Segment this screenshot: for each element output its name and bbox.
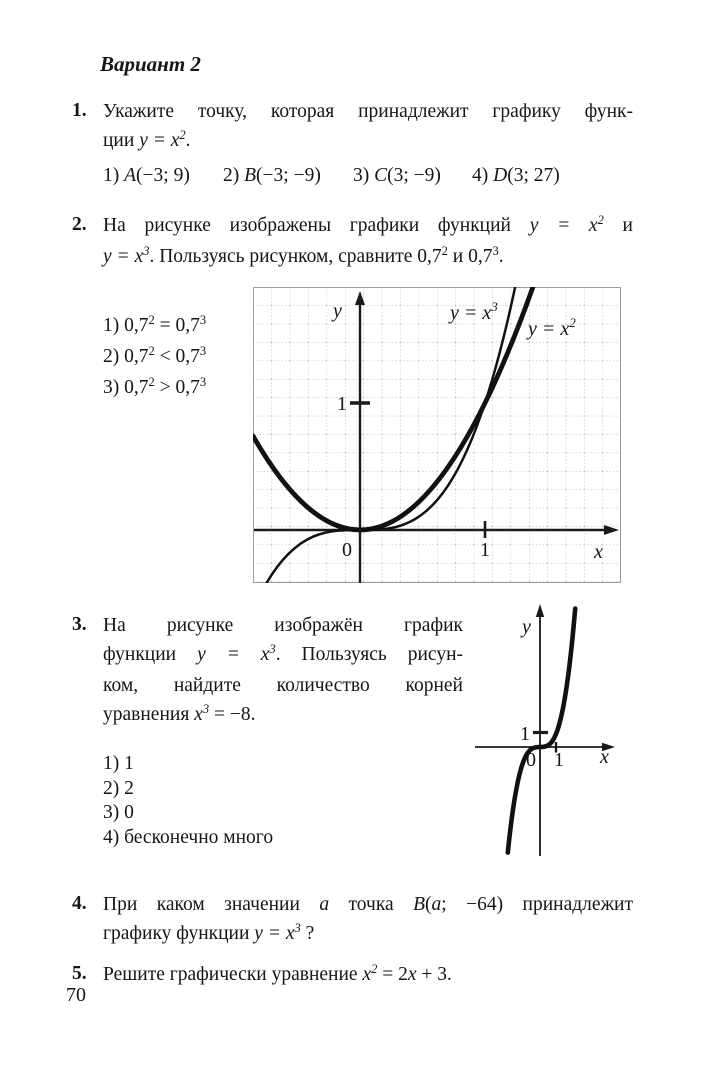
equation-var: x bbox=[194, 704, 203, 725]
option-label: 3) bbox=[353, 165, 375, 186]
problem-4-line-1-part: принадлежит bbox=[503, 894, 633, 915]
option-text: 1) 1 bbox=[103, 753, 134, 774]
comparison: = 0,7 bbox=[154, 315, 200, 336]
problem-3-line-2-prefix: функции bbox=[103, 644, 198, 665]
option-text: 4) бесконечно много bbox=[103, 826, 274, 848]
problem-3-option-2 bbox=[103, 777, 403, 802]
exponent-3: 3 bbox=[492, 244, 499, 258]
exponent: 3 bbox=[199, 375, 207, 389]
problem-3-line-1-text: На рисунке изображён график bbox=[103, 615, 463, 636]
equation-var: x bbox=[362, 964, 372, 985]
formula-x2: y = x bbox=[529, 215, 598, 236]
question-mark: ? bbox=[300, 923, 315, 944]
exponent-2: 2 bbox=[441, 244, 448, 258]
point-coords: (−3; −9) bbox=[256, 165, 321, 186]
problem-1-line-1 bbox=[103, 97, 633, 126]
problem-1-exponent: 2 bbox=[179, 128, 186, 142]
problem-4-line-2 bbox=[103, 919, 633, 950]
problem-1-option-2 bbox=[223, 161, 321, 190]
curve-label-x2-exponent: 2 bbox=[569, 315, 576, 330]
problem-2-line-2-period: . bbox=[498, 246, 504, 267]
cubic-curve bbox=[508, 609, 575, 853]
curve-label-x2-base: y = x bbox=[528, 318, 570, 340]
var-a: a bbox=[431, 894, 442, 915]
value: 0,7 bbox=[124, 346, 149, 367]
page-number: 70 bbox=[66, 984, 86, 1006]
equation-end: + 3. bbox=[416, 964, 452, 985]
curve-label-x3-base: y = x bbox=[450, 302, 492, 324]
problem-1-number: 1. bbox=[72, 100, 87, 121]
problem-3-line-3 bbox=[103, 671, 463, 700]
problem-2-line-1-suffix: и bbox=[603, 215, 633, 236]
option-label: 4) bbox=[472, 165, 494, 186]
problem-5-line-1 bbox=[103, 960, 633, 991]
exponent-2: 2 bbox=[597, 213, 604, 227]
problem-1-line-2-period: . bbox=[185, 130, 191, 151]
point-name: B bbox=[413, 894, 426, 915]
x-axis-label: x bbox=[600, 746, 609, 768]
problem-3-line-3-text: ком, найдите количество корней bbox=[103, 675, 463, 696]
problem-1-line-1-text: Укажите точку, которая принадлежит графику функ- bbox=[103, 101, 633, 122]
problem-1-text bbox=[103, 97, 633, 157]
equation-var: x bbox=[407, 964, 417, 985]
figure-problem-3 bbox=[470, 598, 620, 863]
problem-3-line-2-suffix: . Пользуясь рисун- bbox=[275, 644, 463, 665]
comparison: < 0,7 bbox=[154, 346, 200, 367]
problem-1-line-2-prefix: ции bbox=[103, 130, 140, 151]
value: 0,7 bbox=[124, 315, 149, 336]
exponent-3: 3 bbox=[294, 921, 301, 935]
curve-label-x3 bbox=[448, 299, 498, 324]
problem-3-option-4 bbox=[103, 826, 403, 851]
exponent-3: 3 bbox=[143, 244, 150, 258]
problem-5-text bbox=[103, 960, 633, 991]
problem-3-text bbox=[103, 611, 463, 731]
problem-4-line-1-part: При каком значении bbox=[103, 894, 320, 915]
point-coords: ; −64) bbox=[441, 894, 504, 915]
option-label: 3) bbox=[103, 377, 125, 398]
exponent: 3 bbox=[199, 313, 207, 327]
problem-4-text bbox=[103, 890, 633, 950]
problem-1-option-4 bbox=[472, 161, 560, 190]
option-text: 2) 2 bbox=[103, 777, 134, 799]
problem-3-option-1 bbox=[103, 752, 403, 777]
y-tick-label: 1 bbox=[337, 393, 347, 415]
exponent-3: 3 bbox=[202, 702, 210, 716]
y-axis-label: y bbox=[333, 300, 342, 322]
problem-1-formula: y = x bbox=[139, 130, 180, 151]
problem-4-line-1-part: точка bbox=[329, 894, 414, 915]
problem-2-line-1-prefix: На рисунке изображены графики функций bbox=[103, 215, 530, 236]
exponent: 2 bbox=[148, 313, 155, 327]
point-coords: (3; 27) bbox=[507, 165, 560, 186]
comparison: > 0,7 bbox=[154, 377, 200, 398]
problem-3-line-4 bbox=[103, 700, 463, 731]
problem-2-line-1 bbox=[103, 211, 633, 242]
y-axis-arrow bbox=[536, 604, 544, 617]
option-label: 1) bbox=[103, 315, 125, 336]
point-name: D bbox=[493, 165, 508, 186]
curve-label-x3-exponent: 3 bbox=[491, 299, 498, 314]
y-axis-label: y bbox=[522, 616, 531, 638]
option-label: 1) bbox=[103, 165, 125, 186]
variant-title: Вариант 2 bbox=[100, 52, 201, 76]
value: 0,7 bbox=[124, 377, 149, 398]
problem-1-line-2 bbox=[103, 126, 633, 157]
origin-label: 0 bbox=[342, 539, 352, 561]
problem-1-option-1 bbox=[103, 161, 190, 190]
x-tick-label: 1 bbox=[480, 539, 490, 561]
curve-label-x2 bbox=[526, 315, 576, 340]
equation-middle: = 2 bbox=[377, 964, 408, 985]
problem-3-line-4-prefix: уравнения bbox=[103, 704, 195, 725]
x-tick-label: 1 bbox=[554, 749, 564, 771]
problem-4-line-1 bbox=[103, 890, 633, 919]
point-name: A bbox=[124, 165, 137, 186]
problem-2-line-2 bbox=[103, 242, 633, 273]
problem-3-options bbox=[103, 752, 403, 850]
option-label: 2) bbox=[223, 165, 245, 186]
problem-1-option-3 bbox=[353, 161, 441, 190]
var-a: a bbox=[319, 894, 330, 915]
paren: ( bbox=[425, 894, 432, 915]
point-name: C bbox=[374, 165, 388, 186]
exponent: 2 bbox=[148, 344, 155, 358]
problem-3-option-3 bbox=[103, 801, 403, 826]
problem-2-number: 2. bbox=[72, 214, 87, 235]
problem-3-number: 3. bbox=[72, 614, 87, 635]
exponent: 2 bbox=[148, 375, 155, 389]
problem-5-prefix: Решите графически уравнение bbox=[103, 964, 363, 985]
formula-x3: y = x bbox=[103, 246, 144, 267]
formula-x3: y = x bbox=[197, 644, 270, 665]
point-coords: (−3; 9) bbox=[136, 165, 190, 186]
problem-2-line-2-middle-2: и 0,7 bbox=[447, 246, 493, 267]
exponent: 3 bbox=[199, 344, 207, 358]
exponent-3: 3 bbox=[269, 642, 276, 656]
problem-2-line-2-middle: . Пользуясь рисунком, сравните 0,7 bbox=[149, 246, 442, 267]
x-axis-label: x bbox=[594, 541, 603, 563]
problem-3-line-1 bbox=[103, 611, 463, 640]
figure-problem-2 bbox=[253, 287, 621, 583]
equation-rhs: = −8. bbox=[209, 704, 256, 725]
problem-4-line-2-prefix: графику функции bbox=[103, 923, 255, 944]
problem-5-number: 5. bbox=[72, 963, 87, 984]
problem-4-number: 4. bbox=[72, 893, 87, 914]
y-tick-label: 1 bbox=[520, 723, 530, 745]
point-name: B bbox=[244, 165, 257, 186]
problem-2-text bbox=[103, 211, 633, 273]
origin-label: 0 bbox=[526, 749, 536, 771]
option-label: 2) bbox=[103, 346, 125, 367]
problem-1-options bbox=[100, 161, 640, 190]
problem-3-line-2 bbox=[103, 640, 463, 671]
exponent-2: 2 bbox=[371, 962, 378, 976]
formula-x3: y = x bbox=[254, 923, 295, 944]
option-text: 3) 0 bbox=[103, 802, 134, 823]
point-coords: (3; −9) bbox=[387, 165, 441, 186]
